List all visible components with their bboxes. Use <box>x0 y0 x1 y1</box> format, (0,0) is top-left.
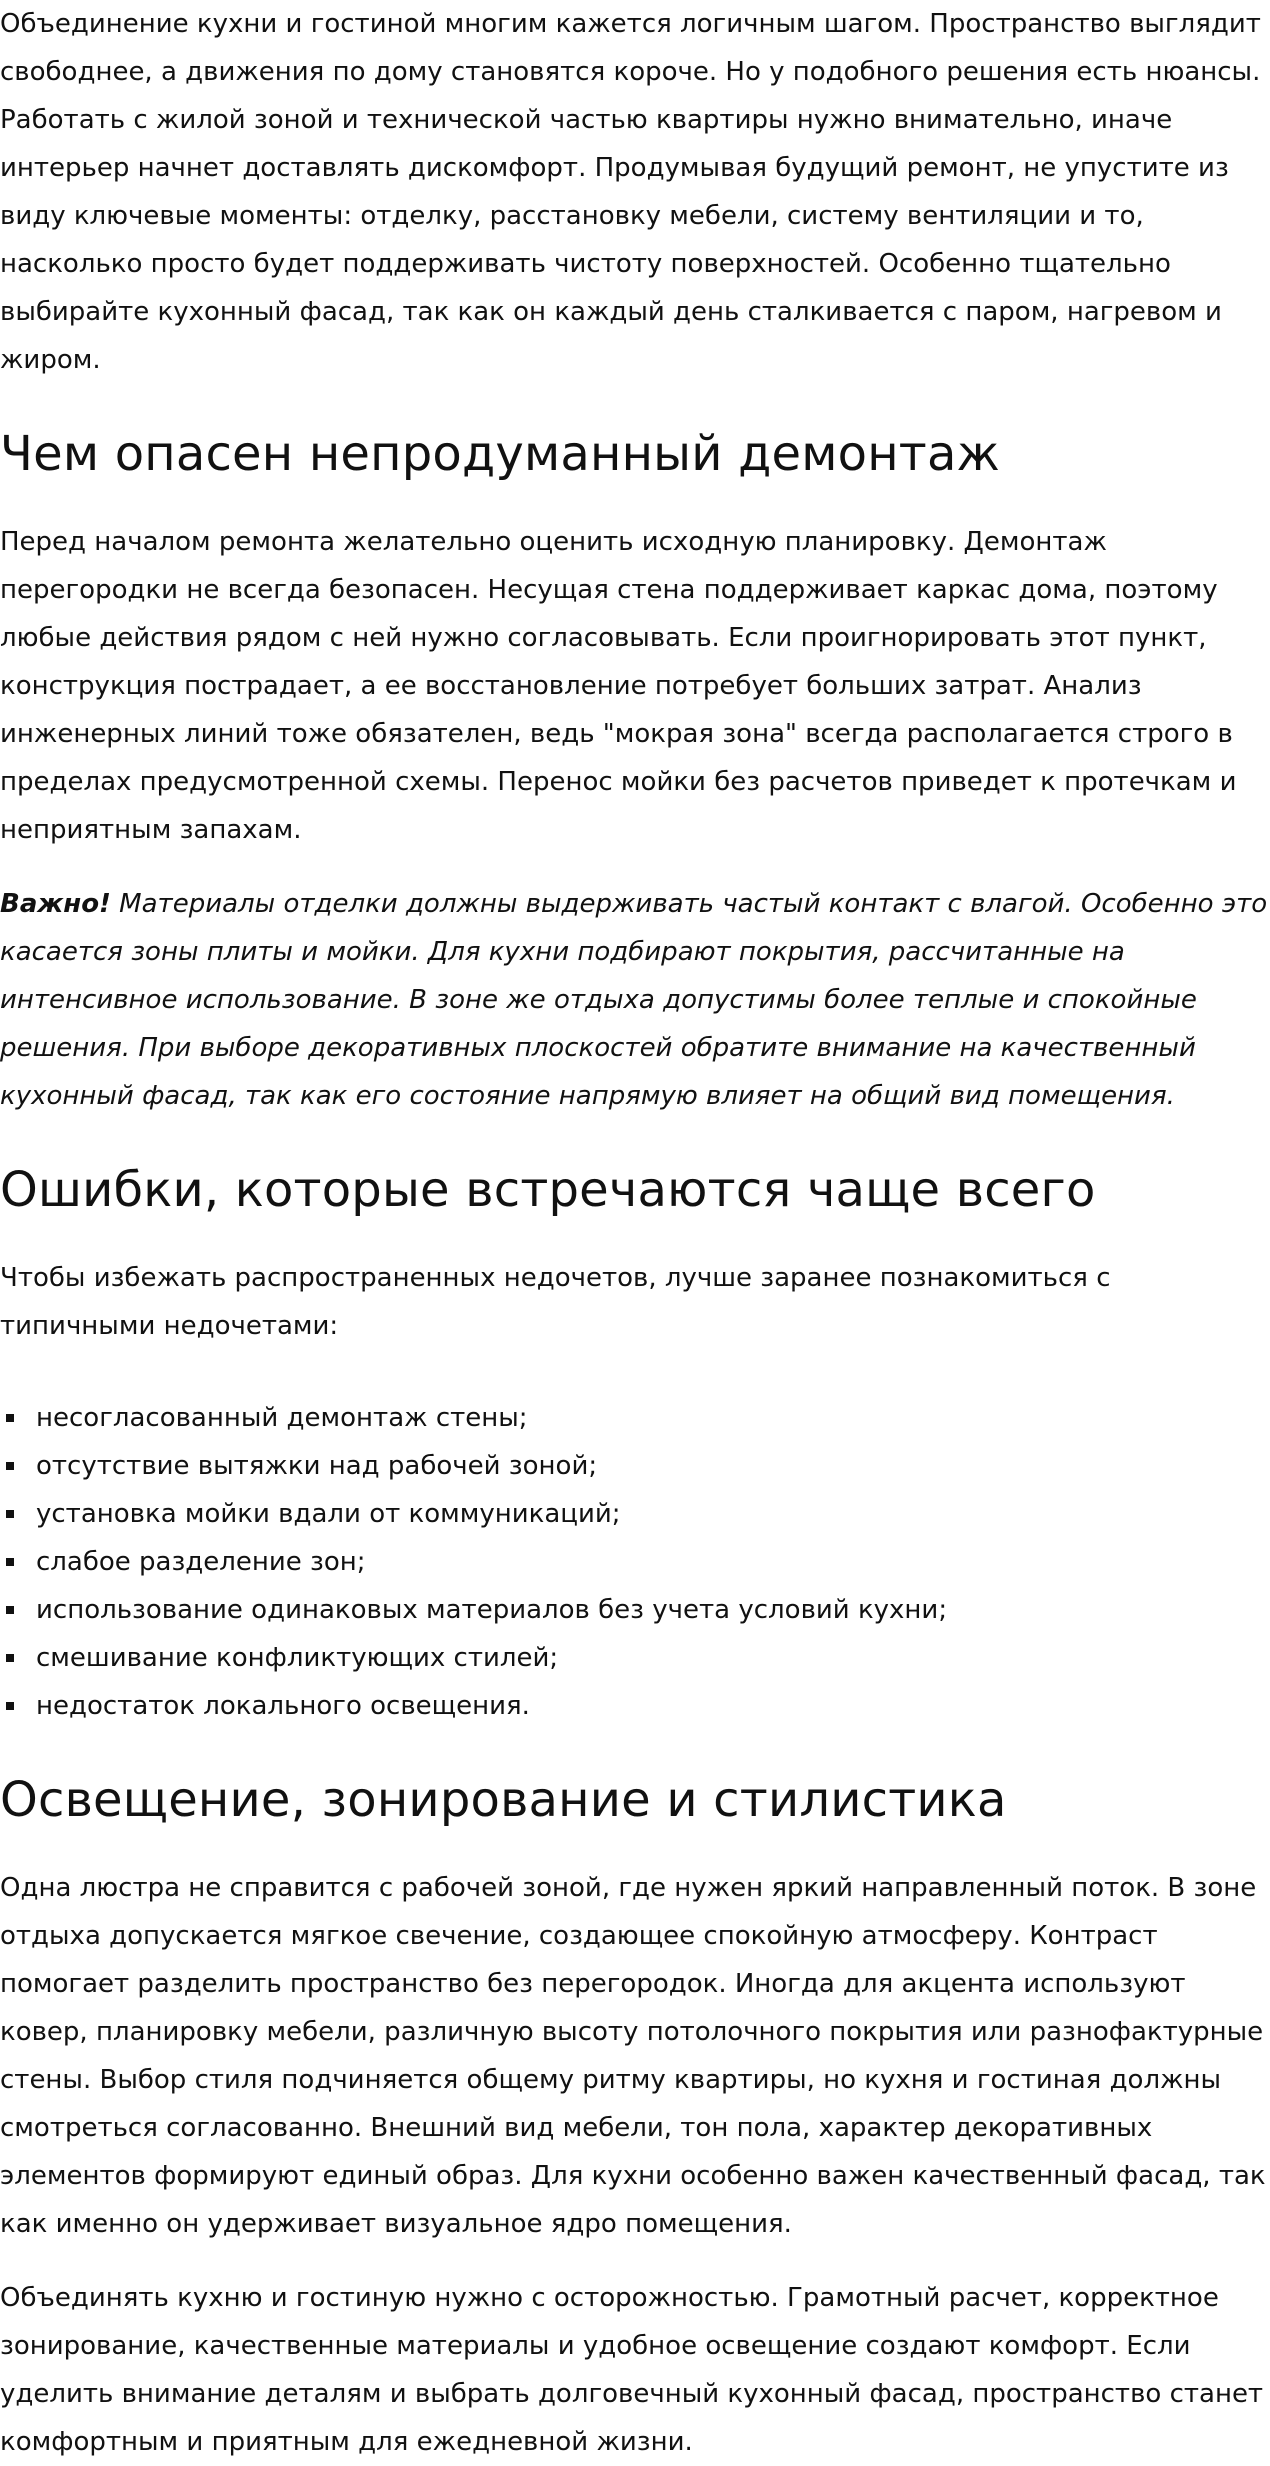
important-note <box>0 880 1268 1120</box>
list-item <box>0 1538 1268 1586</box>
list-item <box>0 1682 1268 1730</box>
list-item-text: отсутствие вытяжки над рабочей зоной; <box>36 1451 598 1481</box>
list-item-text: слабое разделение зон; <box>36 1547 366 1577</box>
bullet-square-icon <box>6 1414 14 1422</box>
section-heading-lighting: Освещение, зонирование и стилистика <box>0 1772 1007 1828</box>
list-item <box>0 1634 1268 1682</box>
important-note-text: Материалы отделки должны выдерживать частый контакт с влагой. Особенно это касается зоны плиты и мойки. Для кухни подбирают покрытия, рассчитанные на интенсивное использование. В зоне же отдыха допустимы более теплые и спокойные решения. При выборе декоративных плоскостей обратите внимание на качественный кухонный фасад, так как его состояние напрямую влияет на общий вид помещения. <box>0 889 1268 1111</box>
conclusion-paragraph: Объединять кухню и гостиную нужно с осторожностью. Грамотный расчет, корректное зонирование, качественные материалы и удобное освещение создают комфорт. Если уделить внимание деталям и выбрать долговечный кухонный фасад, пространство станет комфортным и приятным для ежедневной жизни. <box>0 2283 1264 2457</box>
section-heading-mistakes: Ошибки, которые встречаются чаще всего <box>0 1162 1096 1218</box>
bullet-square-icon <box>6 1606 14 1614</box>
bullet-square-icon <box>6 1654 14 1662</box>
bullet-square-icon <box>6 1702 14 1710</box>
mistakes-intro-paragraph: Чтобы избежать распространенных недочетов, лучше заранее познакомиться с типичными недочетами: <box>0 1263 1111 1341</box>
mistakes-list <box>0 1394 1268 1730</box>
list-item <box>0 1442 1268 1490</box>
section-heading-demolition: Чем опасен непродуманный демонтаж <box>0 426 1000 482</box>
intro-paragraph: Объединение кухни и гостиной многим кажется логичным шагом. Пространство выглядит свободнее, а движения по дому становятся короче. Но у подобного решения есть нюансы. Работать с жилой зоной и технической частью квартиры нужно внимательно, иначе интерьер начнет доставлять дискомфорт. Продумывая будущий ремонт, не упустите из виду ключевые моменты: отделку, расстановку мебели, систему вентиляции и то, насколько просто будет поддерживать чистоту поверхностей. Особенно тщательно выбирайте кухонный фасад, так как он каждый день сталкивается с паром, нагревом и жиром. <box>0 9 1261 375</box>
lighting-paragraph: Одна люстра не справится с рабочей зоной, где нужен яркий направленный поток. В зоне отдыха допускается мягкое свечение, создающее спокойную атмосферу. Контраст помогает разделить пространство без перегородок. Иногда для акцента используют ковер, планировку мебели, различную высоту потолочного покрытия или разнофактурные стены. Выбор стиля подчиняется общему ритму квартиры, но кухня и гостиная должны смотреться согласованно. Внешний вид мебели, тон пола, характер декоративных элементов формируют единый образ. Для кухни особенно важен качественный фасад, так как именно он удерживает визуальное ядро помещения. <box>0 1873 1266 2239</box>
bullet-square-icon <box>6 1510 14 1518</box>
list-item-text: несогласованный демонтаж стены; <box>36 1403 528 1433</box>
bullet-square-icon <box>6 1558 14 1566</box>
demolition-paragraph: Перед началом ремонта желательно оценить исходную планировку. Демонтаж перегородки не всегда безопасен. Несущая стена поддерживает каркас дома, поэтому любые действия рядом с ней нужно согласовывать. Если проигнорировать этот пункт, конструкция пострадает, а ее восстановление потребует больших затрат. Анализ инженерных линий тоже обязателен, ведь "мокрая зона" всегда располагается строго в пределах предусмотренной схемы. Перенос мойки без расчетов приведет к протечкам и неприятным запахам. <box>0 527 1237 845</box>
list-item-text: недостаток локального освещения. <box>36 1691 530 1721</box>
list-item-text: установка мойки вдали от коммуникаций; <box>36 1499 621 1529</box>
bullet-square-icon <box>6 1462 14 1470</box>
list-item-text: использование одинаковых материалов без учета условий кухни; <box>36 1595 948 1625</box>
list-item <box>0 1394 1268 1442</box>
list-item <box>0 1586 1268 1634</box>
list-item-text: смешивание конфликтующих стилей; <box>36 1643 559 1673</box>
important-label: Важно! <box>0 889 111 919</box>
list-item <box>0 1490 1268 1538</box>
